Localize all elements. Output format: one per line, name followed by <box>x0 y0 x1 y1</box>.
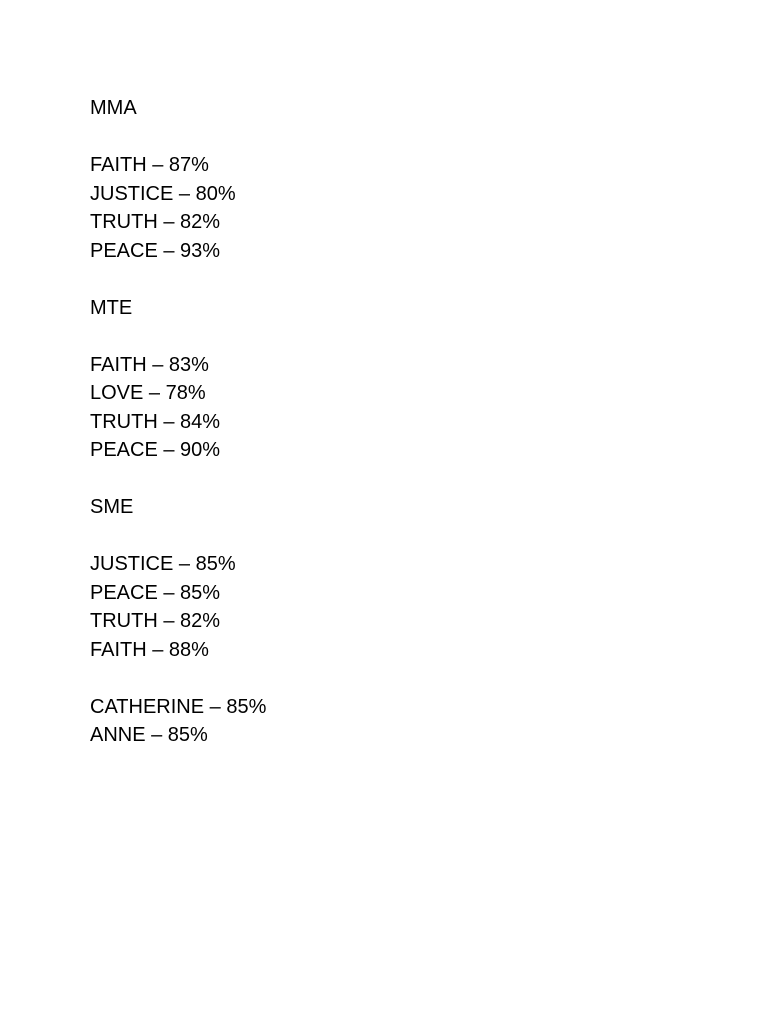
document-body <box>90 94 690 750</box>
list-item: FAITH – 88% <box>90 638 209 661</box>
blank-line <box>90 465 690 494</box>
list-item: FAITH – 83% <box>90 353 209 376</box>
list-item: JUSTICE – 85% <box>90 553 236 575</box>
list-item: ANNE – 85% <box>90 724 208 746</box>
list-item: TRUTH – 82% <box>90 610 221 632</box>
list-item: TRUTH – 84% <box>90 410 221 433</box>
blank-line <box>90 123 690 152</box>
blank-line <box>90 265 690 294</box>
list-item: PEACE – 85% <box>90 581 221 604</box>
blank-line <box>90 322 690 351</box>
list-item: FAITH – 87% <box>90 154 209 176</box>
list-item: JUSTICE – 80% <box>90 182 236 205</box>
list-item: TRUTH – 82% <box>90 211 221 233</box>
blank-line <box>90 664 690 693</box>
blank-line <box>90 522 690 551</box>
section-heading-sme: SME <box>90 496 134 518</box>
list-item: PEACE – 93% <box>90 239 221 262</box>
section-heading-mma: MMA <box>90 97 137 119</box>
list-item: PEACE – 90% <box>90 439 221 461</box>
list-item: LOVE – 78% <box>90 382 206 404</box>
list-item: CATHERINE – 85% <box>90 695 267 718</box>
section-heading-mte: MTE <box>90 296 133 319</box>
